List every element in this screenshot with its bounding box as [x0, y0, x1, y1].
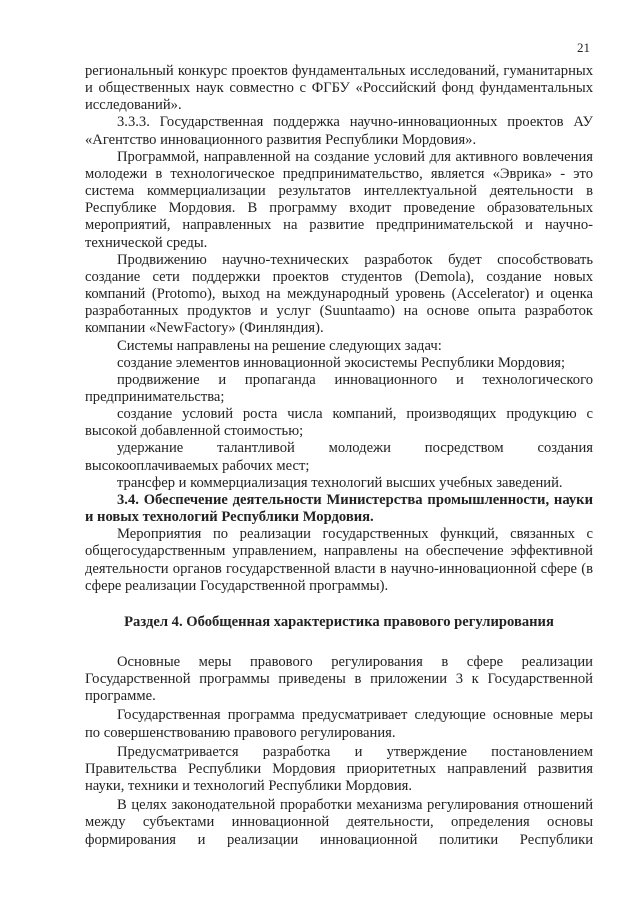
task-list-item: продвижение и пропаганда инновационного и технологического предпринимательства;: [85, 371, 593, 405]
body-paragraph: В целях законодательной проработки механизма регулирования отношений между субъектами инновационной деятельности, определения основы формирования и реализации инновационной политики Республики: [85, 797, 593, 848]
task-list-item: создание условий роста числа компаний, производящих продукцию с высокой добавленной стоимостью;: [85, 406, 593, 440]
body-paragraph: Мероприятия по реализации государственных функций, связанных с общегосударственным управлением, направлены на обеспечение эффективной деятельности органов государственной власти в научно-инновационной сфере (в сфере реализации Государственной программы).: [85, 526, 593, 594]
body-paragraph: Продвижению научно-технических разработок будет способствовать создание сети поддержки проектов студентов (Demola), создание новых компаний (Protomo), выход на международный уровень (Accelerator) и оценка разработанных продуктов и услуг (Suuntaamo) на основе опыта разработок компании «NewFactory» (Финляндия).: [85, 251, 593, 337]
page-body: [85, 63, 593, 849]
body-paragraph: Основные меры правового регулирования в сфере реализации Государственной программы приведены в приложении 3 к Государственной программе.: [85, 654, 593, 705]
task-list-item: трансфер и коммерциализация технологий высших учебных заведений.: [117, 474, 563, 491]
body-paragraph: региональный конкурс проектов фундаментальных исследований, гуманитарных и общественных наук совместно с ФГБУ «Российский фонд фундаментальных исследований».: [85, 63, 593, 114]
page-number: 21: [577, 40, 590, 55]
section-heading: Раздел 4. Обобщенная характеристика правового регулирования: [124, 613, 554, 630]
task-list-item: создание элементов инновационной экосистемы Республики Мордовия;: [117, 354, 566, 371]
body-paragraph: Программой, направленной на создание условий для активного вовлечения молодежи в технологическое предпринимательство, является «Эврика» - это система коммерциализации результатов интеллектуальной деятельности в Республике Мордовия. В программу входит проведение образовательных мероприятий, направленных на развитие предпринимательской и научно-технической среды.: [85, 148, 593, 251]
body-paragraph: 3.3.3. Государственная поддержка научно-инновационных проектов АУ «Агентство инновационного развития Республики Мордовия».: [85, 114, 593, 148]
body-paragraph: Государственная программа предусматривает следующие основные меры по совершенствованию правового регулирования.: [85, 707, 593, 741]
subsection-heading: 3.4. Обеспечение деятельности Министерства промышленности, науки и новых технологий Республики Мордовия.: [85, 491, 593, 526]
body-paragraph: Системы направлены на решение следующих задач:: [117, 337, 442, 354]
task-list-item: удержание талантливой молодежи посредством создания высокооплачиваемых рабочих мест;: [85, 440, 593, 474]
body-paragraph: Предусматривается разработка и утверждение постановлением Правительства Республики Мордовия приоритетных направлений развития науки, техники и технологий Республики Мордовия.: [85, 743, 593, 795]
